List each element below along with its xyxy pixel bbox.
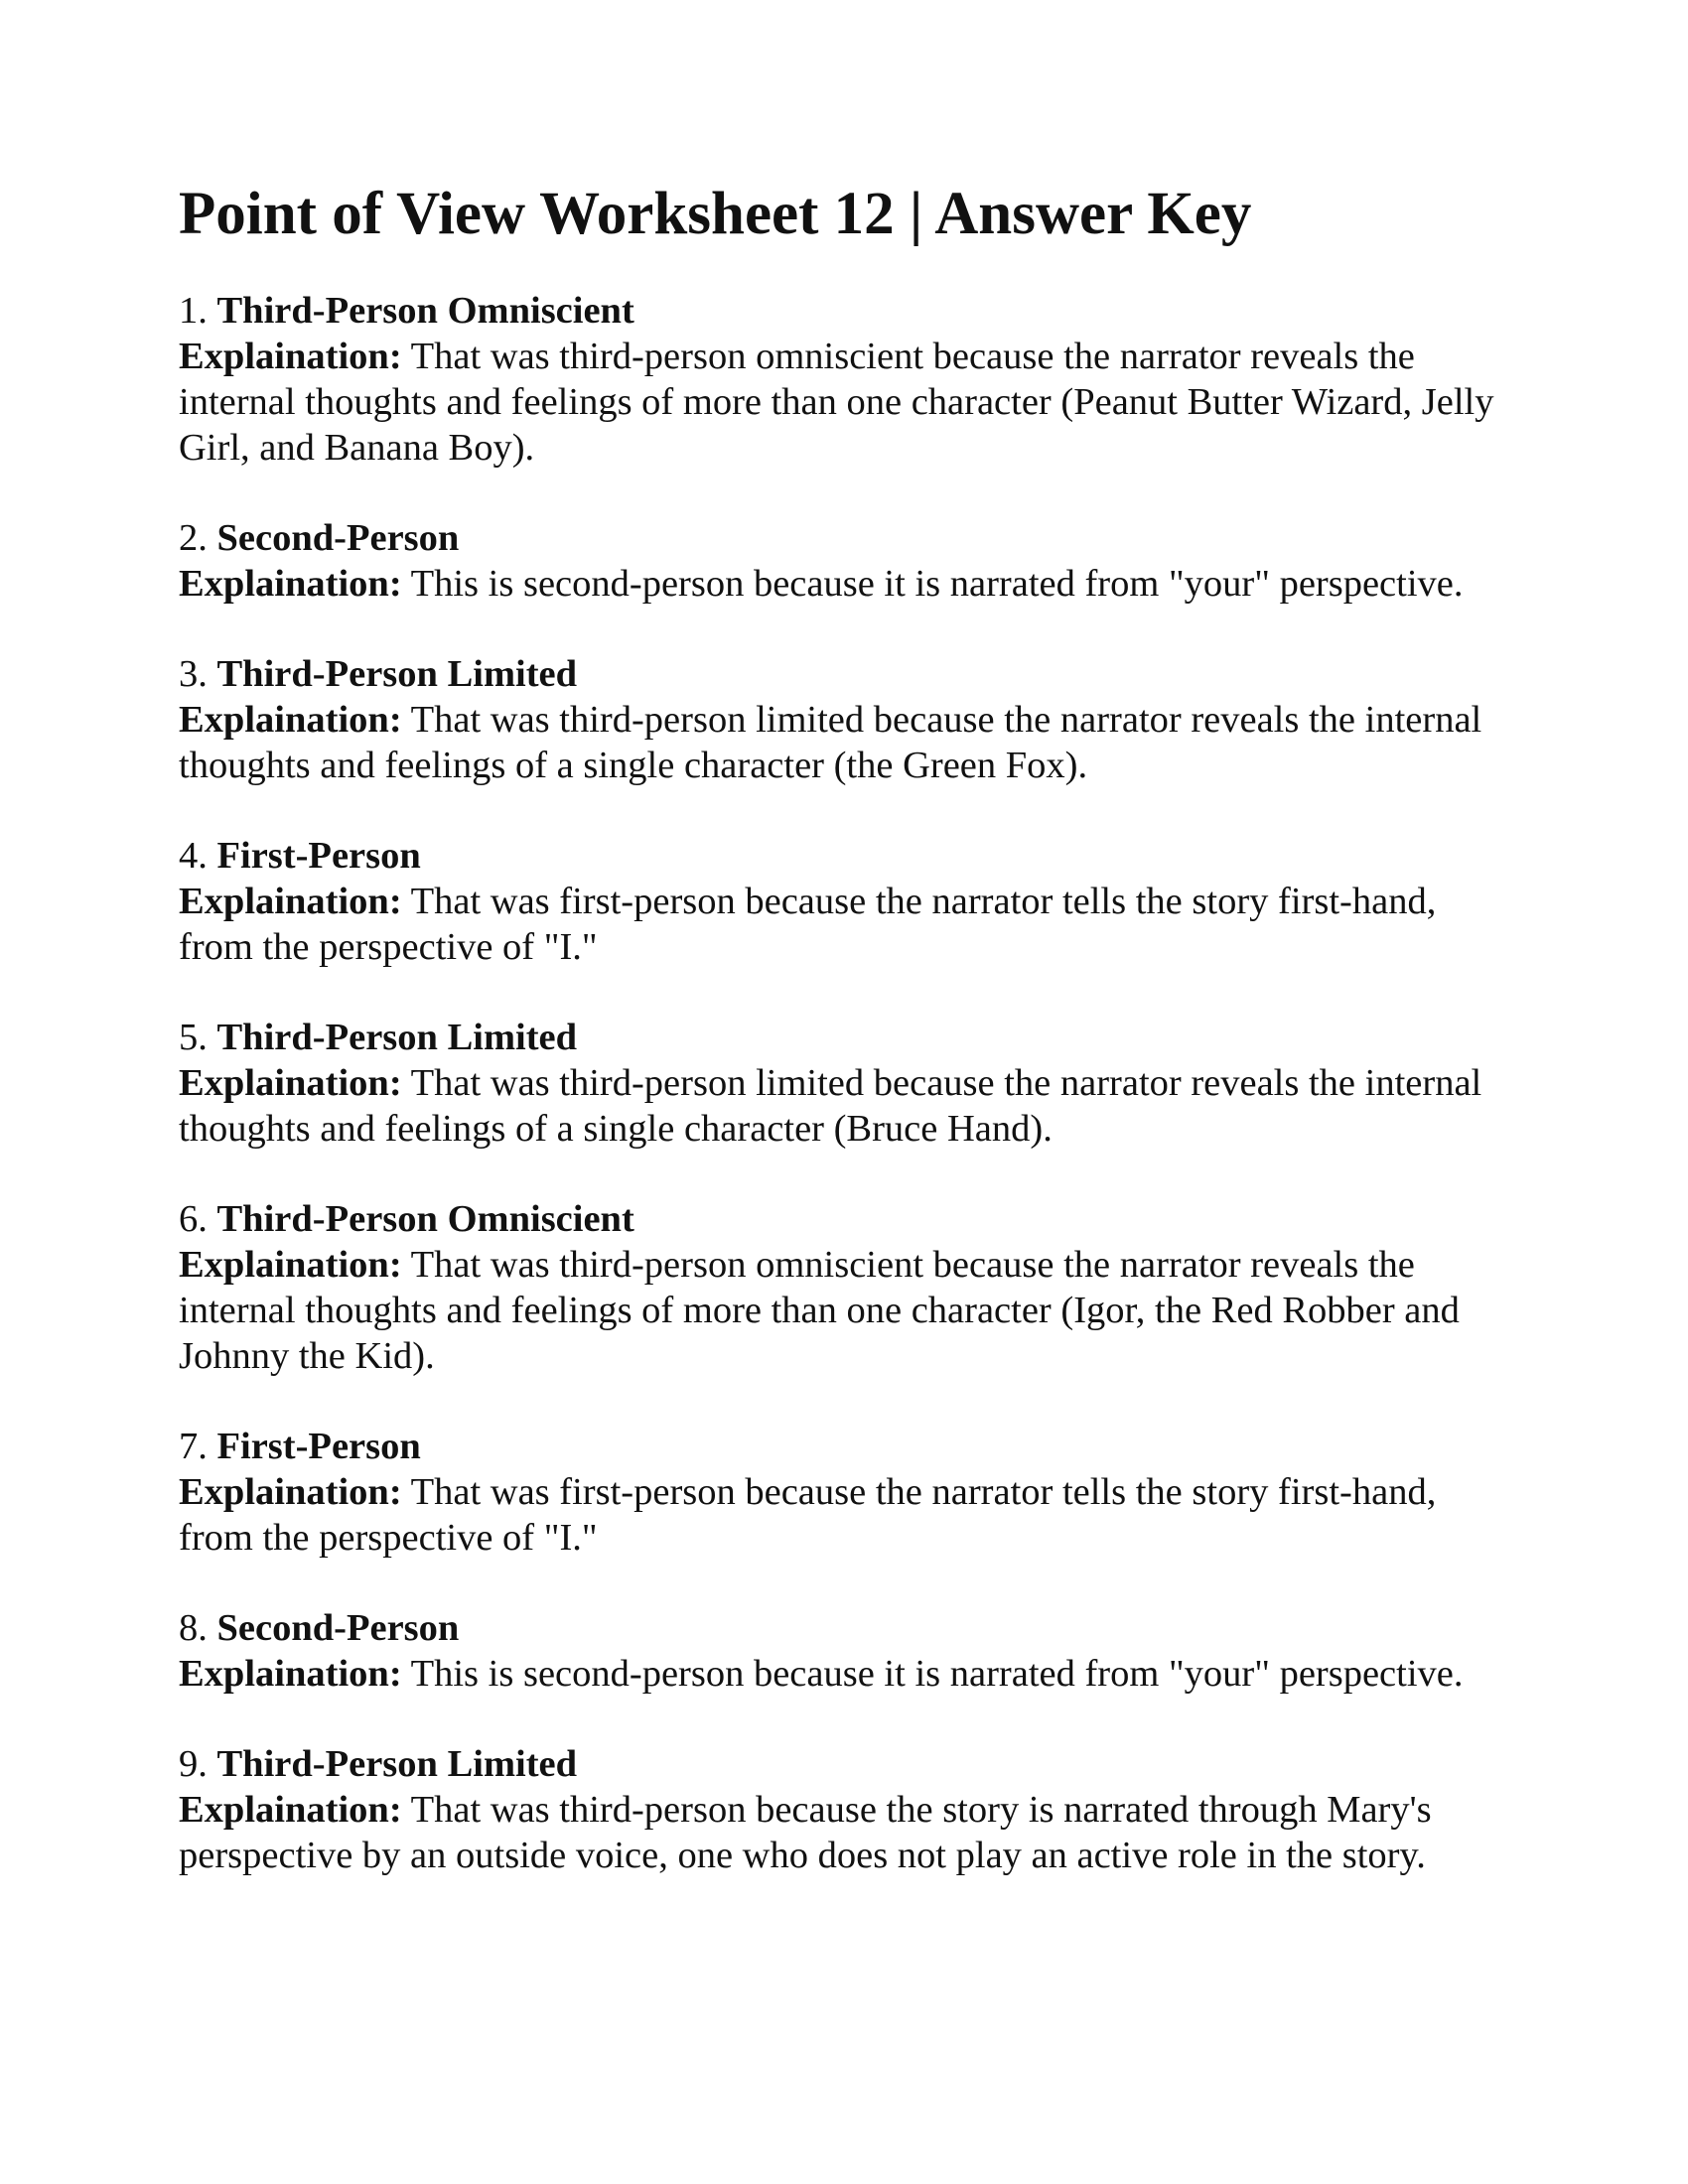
answer-text: Second-Person (216, 1607, 460, 1649)
answer-line (179, 651, 1509, 697)
item-number: 5. (179, 1017, 208, 1058)
explanation-text: That was third-person because the story is narrated through Mary's perspective by an outside voice, one who does not play an active role in the story. (179, 1789, 1432, 1876)
item-number: 7. (179, 1426, 208, 1467)
answer-text: First-Person (216, 835, 421, 877)
answer-line (179, 833, 1509, 879)
answer-item-6 (179, 1196, 1509, 1379)
explanation-text: This is second-person because it is narrated from "your" perspective. (410, 563, 1464, 605)
answer-text: Third-Person Omniscient (216, 290, 634, 332)
answer-line (179, 1196, 1509, 1242)
explanation-label: Explaination: (179, 563, 402, 605)
item-number: 2. (179, 517, 208, 559)
answer-line (179, 288, 1509, 334)
explanation-label: Explaination: (179, 1653, 402, 1695)
answer-line (179, 515, 1509, 561)
answer-line (179, 1424, 1509, 1469)
explanation-label: Explaination: (179, 881, 402, 922)
answer-item-7 (179, 1424, 1509, 1561)
explanation-text: That was third-person limited because the narrator reveals the internal thoughts and feelings of a single character (the Green Fox). (179, 699, 1482, 786)
explanation-label: Explaination: (179, 1244, 402, 1286)
explanation-text: That was first-person because the narrator tells the story first-hand, from the perspective of "I." (179, 881, 1437, 968)
answer-text: First-Person (216, 1426, 421, 1467)
item-number: 3. (179, 653, 208, 695)
answer-item-3 (179, 651, 1509, 788)
answer-item-2 (179, 515, 1509, 607)
explanation-label: Explaination: (179, 1062, 402, 1104)
explanation-label: Explaination: (179, 336, 402, 377)
answer-item-1 (179, 288, 1509, 471)
answer-line (179, 1741, 1509, 1787)
explanation-label: Explaination: (179, 699, 402, 741)
answer-item-9 (179, 1741, 1509, 1878)
item-number: 4. (179, 835, 208, 877)
explanation-text: That was third-person limited because the narrator reveals the internal thoughts and feelings of a single character (Bruce Hand). (179, 1062, 1482, 1150)
item-number: 6. (179, 1198, 208, 1240)
explanation-text: That was first-person because the narrator tells the story first-hand, from the perspective of "I." (179, 1471, 1437, 1559)
answer-text: Third-Person Omniscient (216, 1198, 634, 1240)
answer-text: Third-Person Limited (216, 1743, 578, 1785)
answer-text: Third-Person Limited (216, 1017, 578, 1058)
answer-item-5 (179, 1015, 1509, 1152)
item-number: 1. (179, 290, 208, 332)
item-number: 8. (179, 1607, 208, 1649)
explanation-label: Explaination: (179, 1471, 402, 1513)
item-number: 9. (179, 1743, 208, 1785)
answer-line (179, 1015, 1509, 1060)
answer-key-page (179, 179, 1509, 1923)
answer-item-4 (179, 833, 1509, 970)
explanation-label: Explaination: (179, 1789, 402, 1831)
explanation-text: This is second-person because it is narrated from "your" perspective. (410, 1653, 1464, 1695)
page-title: Point of View Worksheet 12 | Answer Key (179, 181, 1252, 247)
answer-line (179, 1605, 1509, 1651)
explanation-text: That was third-person omniscient because the narrator reveals the internal thoughts and feelings of more than one character (Peanut Butter Wizard, Jelly Girl, and Banana Boy). (179, 336, 1494, 469)
answer-text: Third-Person Limited (216, 653, 578, 695)
explanation-text: That was third-person omniscient because the narrator reveals the internal thoughts and feelings of more than one character (Igor, the Red Robber and Johnny the Kid). (179, 1244, 1460, 1377)
answer-item-8 (179, 1605, 1509, 1697)
answer-text: Second-Person (216, 517, 460, 559)
